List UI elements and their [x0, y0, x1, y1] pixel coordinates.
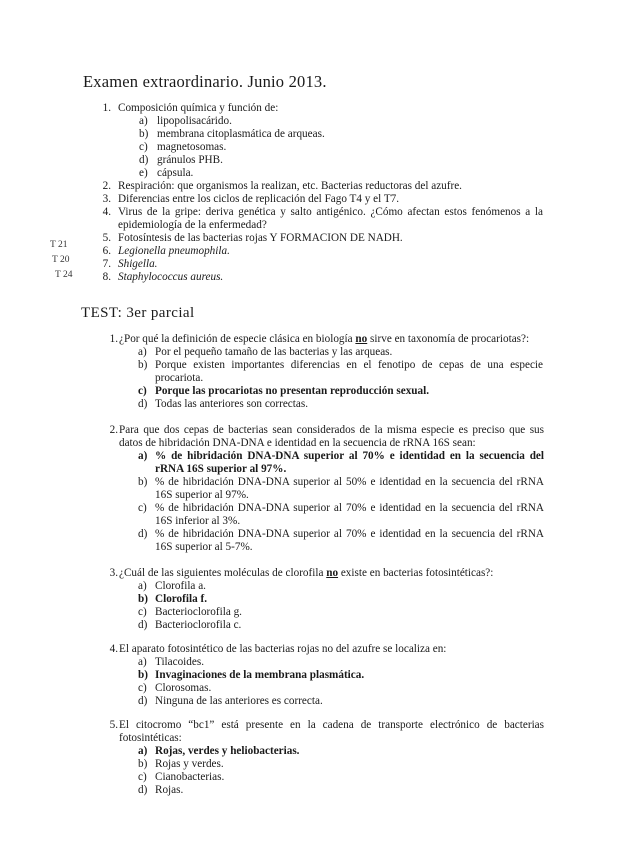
test-q3-option-text: Clorofila a.: [155, 580, 206, 592]
test-q4-option-text: Clorosomas.: [155, 682, 212, 694]
test-q2-text-line1: Para que dos cepas de bacterias sean considerados de la misma especie es preciso que sus: [119, 424, 544, 436]
test-q3-number: 3.: [109, 567, 118, 579]
test-q4-text: El aparato fotosintético de las bacterias rojas no del azufre se localiza en:: [119, 643, 447, 655]
q8-number: 8.: [102, 271, 111, 283]
test-q1-option-letter: d): [138, 398, 148, 410]
test-q3-option-letter: d): [138, 619, 148, 631]
test-q4-option-text: Tilacoides.: [155, 656, 204, 668]
q5-number: 5.: [102, 232, 111, 244]
test-q3-option-text-correct: Clorofila f.: [155, 593, 207, 605]
test-q2-option-text-cont: 16S superior al 5-7%.: [155, 541, 253, 553]
q1-item-text: lipopolisacárido.: [157, 115, 232, 127]
test-q2-option-text: % de hibridación DNA-DNA superior al 70% e identidad en la secuencia del rRNA: [155, 502, 544, 514]
test-q5-text-line2: fotosintéticas:: [119, 732, 182, 744]
test-q5-text-line1: El citocromo “bc1” está presente en la cadena de transporte electrónico de bacterias: [119, 719, 544, 731]
test-q5-option-letter: b): [138, 758, 148, 770]
q4-number: 4.: [102, 206, 111, 218]
test-q5-option-text: Cianobacterias.: [155, 771, 225, 783]
test-q2-option-text-correct: % de hibridación DNA-DNA superior al 70% e identidad en la secuencia del: [155, 450, 544, 462]
q1-item-text: cápsula.: [157, 167, 194, 179]
q1-item-letter: a): [139, 115, 148, 127]
test-q5-option-letter: a): [138, 745, 148, 757]
test-q2-option-text-cont: rRNA 16S superior al 97%.: [155, 463, 287, 475]
test-q5-option-text-correct: Rojas, verdes y heliobacterias.: [155, 745, 300, 757]
test-q3-option-text: Bacterioclorofila c.: [155, 619, 242, 631]
test-q2-option-text: % de hibridación DNA-DNA superior al 70% e identidad en la secuencia del rRNA: [155, 528, 544, 540]
test-q1-option-text-cont: procariota.: [155, 372, 204, 384]
test-q4-option-text-correct: Invaginaciones de la membrana plasmática.: [155, 669, 365, 681]
q3-text: Diferencias entre los ciclos de replicación del Fago T4 y el T7.: [118, 193, 400, 205]
test-q5-option-text: Rojas.: [155, 784, 184, 796]
q1-text: Composición química y función de:: [118, 102, 279, 114]
test-q2-option-letter: a): [138, 450, 148, 462]
test-q4-option-letter: a): [138, 656, 147, 668]
test-q3-option-letter: a): [138, 580, 147, 592]
test-q4-option-letter: c): [138, 682, 147, 694]
test-q1-number: 1.: [109, 333, 118, 345]
q1-item-text: magnetosomas.: [157, 141, 227, 153]
test-q1-option-letter: a): [138, 346, 147, 358]
test-q5-option-letter: d): [138, 784, 148, 796]
q8-text: Staphylococcus aureus.: [118, 271, 224, 283]
test-q2-option-text-cont: 16S inferior al 3%.: [155, 515, 241, 527]
q2-number: 2.: [102, 180, 111, 192]
q1-item-letter: d): [139, 154, 149, 166]
test-q1-option-letter: b): [138, 359, 148, 371]
q1-item-letter: e): [139, 167, 148, 179]
q1-item-letter: c): [139, 141, 148, 153]
q1-number: 1.: [102, 102, 111, 114]
test-q2-number: 2.: [109, 424, 118, 436]
q4-text-line2: epidemiología de la enfermedad?: [118, 219, 267, 231]
test-q5-option-letter: c): [138, 771, 147, 783]
test-q4-number: 4.: [109, 643, 118, 655]
test-q4-option-text: Ninguna de las anteriores es correcta.: [155, 695, 323, 707]
test-q1-text: ¿Por qué la definición de especie clásica en biología no sirve en taxonomía de procariotas?:: [119, 333, 530, 345]
q7-text: Shigella.: [118, 258, 158, 270]
test-q1-option-text: Porque existen importantes diferencias en el fenotipo de cepas de una especie: [155, 359, 543, 371]
test-q4-option-letter: d): [138, 695, 148, 707]
q5-text: Fotosíntesis de las bacterias rojas Y FORMACION DE NADH.: [118, 232, 403, 244]
exam-title: Examen extraordinario. Junio 2013.: [83, 72, 327, 91]
test-q1-option-text-correct: Porque las procariotas no presentan reproducción sexual.: [155, 385, 430, 397]
q6-text: Legionella pneumophila.: [118, 245, 230, 257]
test-q2-option-letter: c): [138, 502, 147, 514]
q1-item-text: gránulos PHB.: [157, 154, 223, 166]
q1-item-text: membrana citoplasmática de arqueas.: [157, 128, 325, 140]
test-q1-option-text: Por el pequeño tamaño de las bacterias y las arqueas.: [155, 346, 393, 358]
q6-number: 6.: [102, 245, 111, 257]
test-q5-number: 5.: [109, 719, 118, 731]
test-q2-option-letter: d): [138, 528, 148, 540]
test-q2-option-text-cont: 16S superior al 97%.: [155, 489, 249, 501]
margin-note: T 20: [52, 255, 70, 265]
test-q2-option-letter: b): [138, 476, 148, 488]
test-q1-option-text: Todas las anteriores son correctas.: [155, 398, 308, 410]
test-q3-option-text: Bacterioclorofila g.: [155, 606, 242, 618]
margin-note: T 24: [55, 270, 73, 280]
test-q1-option-letter: c): [138, 385, 147, 397]
test-q3-text: ¿Cuál de las siguientes moléculas de clorofila no existe en bacterias fotosintéticas?:: [119, 567, 494, 579]
q1-item-letter: b): [139, 128, 149, 140]
test-q5-option-text: Rojas y verdes.: [155, 758, 224, 770]
q4-text-line1: Virus de la gripe: deriva genética y salto antigénico. ¿Cómo afectan estos fenómenos a la: [118, 206, 543, 218]
test-q4-option-letter: b): [138, 669, 148, 681]
q3-number: 3.: [102, 193, 111, 205]
test-title: TEST: 3er parcial: [81, 305, 195, 321]
test-q2-text-line2: datos de hibridación DNA-DNA e identidad en la secuencia de rRNA 16S sean:: [119, 437, 476, 449]
test-q3-option-letter: c): [138, 606, 147, 618]
q7-number: 7.: [102, 258, 111, 270]
margin-note: T 21: [50, 240, 68, 250]
test-q2-option-text: % de hibridación DNA-DNA superior al 50% e identidad en la secuencia del rRNA: [155, 476, 544, 488]
q2-text: Respiración: que organismos la realizan, etc. Bacterias reductoras del azufre.: [118, 180, 462, 192]
test-q3-option-letter: b): [138, 593, 148, 605]
